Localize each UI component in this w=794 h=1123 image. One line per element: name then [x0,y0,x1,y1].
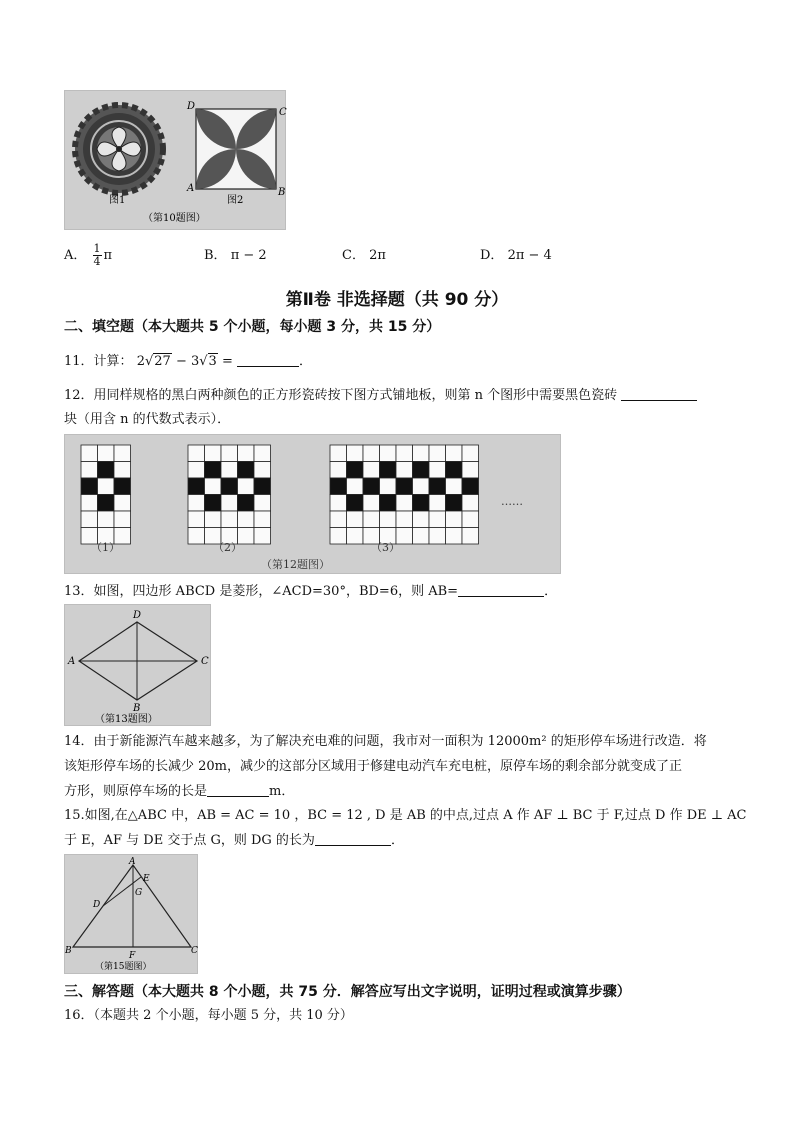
white-tile [81,445,98,462]
white-tile [188,462,205,479]
white-tile [81,495,98,512]
q13-figure-caption: （第13题图） [95,714,158,725]
white-tile [114,511,131,528]
black-tile [413,495,430,512]
white-tile [98,511,115,528]
white-tile [380,511,397,528]
white-tile [98,445,115,462]
white-tile [330,528,347,545]
q15-line1: 15.如图,在△ABC 中，AB = AC = 10 ，BC = 12 , D 是 AB 的中点,过点 A 作 AF ⊥ BC 于 F,过点 D 作 DE ⊥ AC [64,808,747,823]
q10-figure [64,90,286,230]
q14-unit: m． [269,784,295,799]
q14-line1: 14．由于新能源汽车越来越多，为了解决充电难的问题，我市对一面积为 12000m² 的矩形停车场进行改造．将 [64,734,707,749]
white-tile [238,445,255,462]
q11-radicand-2: 3 [208,354,217,369]
q10-option-a-letter: A． [64,248,87,263]
fig1-caption: 图1 [109,195,126,206]
fraction-denominator: 4 [93,255,101,268]
q10-option-c-text: 2π [369,248,386,263]
black-tile [238,462,255,479]
q13-label-c: C [201,656,209,667]
q11-expr-minus: − 3 [171,354,200,369]
white-tile [446,511,463,528]
q12-figure-caption: （第12题图） [261,558,330,571]
white-tile [429,462,446,479]
q12-text-1: 12．用同样规格的黑白两种颜色的正方形瓷砖按下图方式铺地板，则第 n 个图形中需要黑色瓷砖 [64,388,618,403]
q10-option-b-letter: B． [204,248,227,263]
black-tile [330,478,347,495]
q13-text: 13．如图，四边形 ABCD 是菱形，∠ACD=30°，BD=6，则 AB= [64,584,459,599]
q10-label-a: A [187,183,195,194]
q10-label-b: B [278,187,286,198]
white-tile [81,511,98,528]
black-tile [254,478,271,495]
q13-label-a: A [68,656,76,667]
q12-line2: 块（用含 n 的代数式表示）． [64,412,231,427]
white-tile [221,511,238,528]
q12-label-3: （3） [371,541,400,554]
white-tile [363,495,380,512]
q11-end: ． [299,354,313,369]
white-tile [205,511,222,528]
white-tile [221,462,238,479]
black-tile [446,495,463,512]
white-tile [238,478,255,495]
white-tile [188,445,205,462]
q10-option-c-letter: C． [342,248,365,263]
q15-end: ． [390,833,404,848]
white-tile [363,445,380,462]
white-tile [205,445,222,462]
black-tile [81,478,98,495]
black-tile [413,462,430,479]
q11-expr-equals: = [217,354,233,369]
q12-ellipsis: …… [501,495,523,508]
black-tile [363,478,380,495]
white-tile [446,445,463,462]
q12-figure [64,434,561,574]
black-tile [380,495,397,512]
q15-figure-caption: （第15题图） [95,962,152,972]
white-tile [330,511,347,528]
white-tile [330,495,347,512]
q13-label-d: D [133,610,142,621]
white-tile [347,445,364,462]
q10-option-a [64,238,112,274]
white-tile [396,511,413,528]
q15-label-c: C [191,946,198,956]
q10-option-d [480,238,552,274]
rhombus-diagram [65,605,212,727]
q14-answer-blank[interactable] [207,782,269,797]
white-tile [462,495,479,512]
q10-option-d-letter: D． [480,248,504,263]
white-tile [413,528,430,545]
q15-label-g: G [135,888,143,898]
q11-expr-coef: 2 [136,354,145,369]
white-tile [363,462,380,479]
white-tile [446,478,463,495]
black-tile [98,495,115,512]
black-tile [347,462,364,479]
black-tile [396,478,413,495]
black-tile [380,462,397,479]
white-tile [347,511,364,528]
white-tile [396,445,413,462]
white-tile [238,511,255,528]
white-tile [462,511,479,528]
q15-label-b: B [65,946,72,956]
q10-label-d: D [187,101,196,112]
tile-patterns-drawing [65,435,562,575]
q12-line1 [64,386,734,406]
white-tile [413,511,430,528]
q12-answer-blank[interactable] [621,386,697,401]
white-tile [413,478,430,495]
q13-answer-blank[interactable] [458,582,544,597]
q15-line2 [64,831,734,851]
black-tile [188,478,205,495]
q15-label-a: A [129,857,136,867]
white-tile [254,495,271,512]
q15-text-2: 于 E，AF 与 DE 交于点 G，则 DG 的长为 [64,833,315,848]
white-tile [429,528,446,545]
q14-text-3: 方形，则原停车场的长是 [64,784,208,799]
white-tile [380,478,397,495]
white-tile [429,445,446,462]
white-tile [254,445,271,462]
black-tile [238,495,255,512]
q14-line3 [64,782,734,802]
white-tile [462,462,479,479]
q10-option-b [204,238,267,274]
white-tile [188,495,205,512]
q13-end: ． [544,584,558,599]
q13-label-b: B [133,703,141,714]
white-tile [114,495,131,512]
q10-label-c: C [279,107,287,118]
q13 [64,582,734,602]
white-tile [188,511,205,528]
black-tile [114,478,131,495]
q10-figure-drawing [65,91,287,231]
q15-label-f: F [129,951,136,961]
white-tile [462,445,479,462]
black-tile [205,462,222,479]
q11-radicand-1: 27 [154,354,171,369]
black-tile [98,462,115,479]
white-tile [254,462,271,479]
section3-title: 三、解答题（本大题共 8 个小题，共 75 分．解答应写出文字说明，证明过程或演算步骤） [64,984,631,1000]
white-tile [413,445,430,462]
fig2-caption: 图2 [227,195,244,206]
black-tile [221,478,238,495]
black-tile [347,495,364,512]
q13-figure [64,604,211,726]
white-tile [221,495,238,512]
white-tile [254,528,271,545]
white-tile [205,478,222,495]
q10-option-a-suffix: π [103,248,113,263]
fraction-numerator: 1 [93,242,101,255]
q15-label-e: E [143,874,150,884]
q15-answer-blank[interactable] [315,831,391,846]
q12-label-2: （2） [213,541,242,554]
white-tile [330,445,347,462]
white-tile [347,478,364,495]
q10-option-b-text: π − 2 [230,248,267,263]
white-tile [254,511,271,528]
medallion-image [75,105,163,193]
white-tile [81,462,98,479]
white-tile [429,495,446,512]
q11: 11．计算： 2√27 − 3√3 = ． [64,354,313,369]
white-tile [363,511,380,528]
white-tile [330,462,347,479]
white-tile [396,462,413,479]
q11-prefix: 11．计算： [64,354,133,369]
white-tile [114,462,131,479]
q16: 16．（本题共 2 个小题，每小题 5 分，共 10 分） [64,1008,353,1023]
black-tile [446,462,463,479]
q11-answer-blank[interactable] [237,352,299,367]
black-tile [205,495,222,512]
white-tile [429,511,446,528]
q10-option-d-text: 2π − 4 [507,248,552,263]
q12-label-1: （1） [91,541,120,554]
section2-title: 二、填空题（本大题共 5 个小题，每小题 3 分，共 15 分） [64,319,441,335]
white-tile [221,445,238,462]
white-tile [188,528,205,545]
q10-option-c [342,238,386,274]
q15-figure [64,854,198,974]
black-tile [462,478,479,495]
part2-title: 第Ⅱ卷 非选择题（共 90 分） [285,290,509,310]
white-tile [462,528,479,545]
square-petal-diagram [196,109,276,189]
q10-figure-caption: （第10题图） [143,213,206,224]
white-tile [446,528,463,545]
q15-label-d: D [93,900,101,910]
white-tile [98,478,115,495]
black-tile [429,478,446,495]
triangle-diagram [65,855,199,975]
white-tile [396,495,413,512]
white-tile [380,445,397,462]
q14-line2: 该矩形停车场的长减少 20m，减少的这部分区域用于修建电动汽车充电桩，原停车场的剩余部分就变成了正 [64,759,683,774]
white-tile [347,528,364,545]
white-tile [114,445,131,462]
q10-option-a-fraction [93,243,102,268]
